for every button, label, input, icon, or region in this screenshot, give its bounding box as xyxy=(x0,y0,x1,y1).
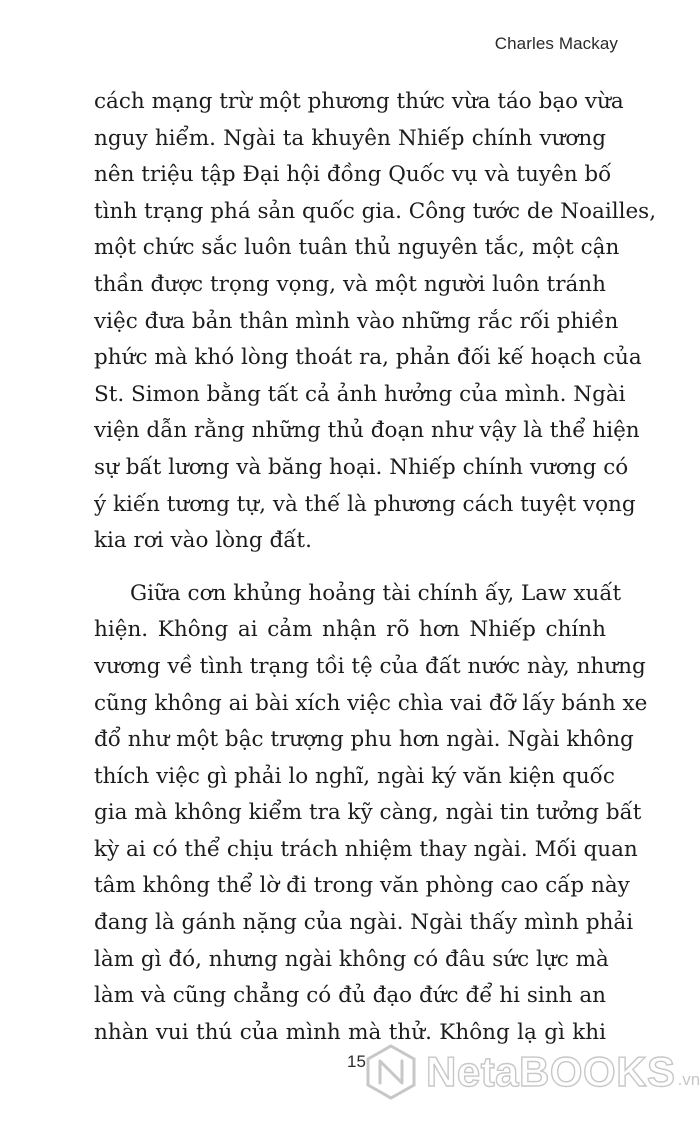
text-line: làm và cũng chẳng có đủ đạo đức để hi sinh an xyxy=(94,983,606,1009)
netabooks-logo-icon xyxy=(362,1043,420,1101)
text-line: đổ như một bậc trượng phu hơn ngài. Ngài không xyxy=(94,727,634,753)
text-line: cũng không ai bài xích việc chìa vai đỡ lấy bánh xe xyxy=(94,690,648,716)
watermark-tld: .vn xyxy=(677,1070,700,1089)
text-line: kia rơi vào lòng đất. xyxy=(94,528,312,554)
text-line: hiện. Không ai cảm nhận rõ hơn Nhiếp chính xyxy=(94,617,606,643)
text-line: một chức sắc luôn tuân thủ nguyên tắc, một cận xyxy=(94,235,620,261)
text-line: việc đưa bản thân mình vào những rắc rối phiền xyxy=(94,308,619,334)
paragraph-gap xyxy=(94,560,606,576)
paragraph-1 xyxy=(94,84,657,560)
text-line: thần được trọng vọng, và một người luôn tránh xyxy=(94,271,606,297)
text-line: phức mà khó lòng thoát ra, phản đối kế hoạch của xyxy=(94,345,642,371)
text-line: làm gì đó, nhưng ngài không có đâu sức lực mà xyxy=(94,946,609,972)
text-line: vương về tình trạng tồi tệ của đất nước này, nhưng xyxy=(94,653,646,679)
text-line: Giữa cơn khủng hoảng tài chính ấy, Law xuất xyxy=(130,580,622,606)
watermark-brand: NetaBOOKS xyxy=(426,1048,676,1095)
text-line: sự bất lương và băng hoại. Nhiếp chính vương có xyxy=(94,454,629,480)
page-number: 15 xyxy=(347,1052,366,1071)
text-line: đang là gánh nặng của ngài. Ngài thấy mình phải xyxy=(94,910,634,936)
text-line: cách mạng trừ một phương thức vừa táo bạo vừa xyxy=(94,89,624,114)
watermark xyxy=(362,1042,700,1102)
text-line: St. Simon bằng tất cả ảnh hưởng của mình. Ngài xyxy=(94,381,626,407)
text-line: nhàn vui thú của mình mà thử. Không lạ gì khi xyxy=(94,1019,606,1045)
text-line: tâm không thể lờ đi trong văn phòng cao cấp này xyxy=(94,873,630,899)
text-line: gia mà không kiểm tra kỹ càng, ngài tin tưởng bất xyxy=(94,800,642,826)
text-line: viện dẫn rằng những thủ đoạn như vậy là thể hiện xyxy=(94,418,640,444)
text-line: nguy hiểm. Ngài ta khuyên Nhiếp chính vương xyxy=(94,125,606,151)
paragraph-2 xyxy=(94,576,648,1052)
running-head: Charles Mackay xyxy=(494,34,618,53)
text-line: thích việc gì phải lo nghĩ, ngài ký văn kiện quốc xyxy=(94,763,615,789)
text-line: tình trạng phá sản quốc gia. Công tước de Noailles, xyxy=(94,198,657,224)
text-line: nên triệu tập Đại hội đồng Quốc vụ và tuyên bố xyxy=(94,162,612,188)
text-line: ý kiến tương tự, và thế là phương cách tuyệt vọng xyxy=(94,491,636,517)
body-text xyxy=(94,84,657,1051)
text-line: kỳ ai có thể chịu trách nhiệm thay ngài. Mối quan xyxy=(94,836,638,862)
